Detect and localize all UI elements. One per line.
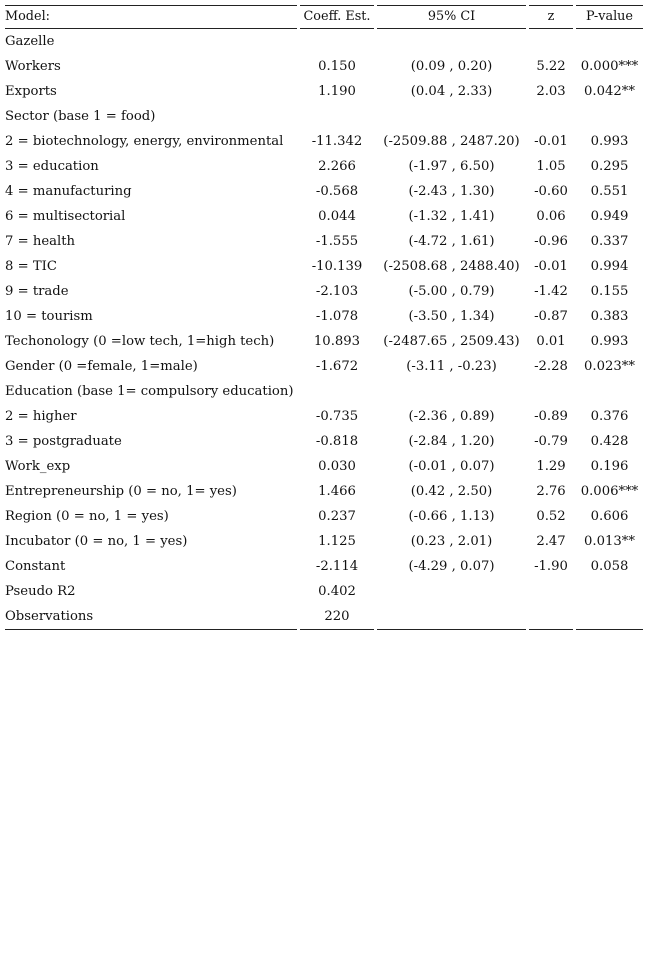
coefficient-cell: 220 bbox=[300, 604, 374, 630]
z-cell: 2.76 bbox=[536, 484, 566, 499]
coefficient-cell: 1.466 bbox=[318, 484, 356, 499]
table-row bbox=[5, 379, 643, 404]
z-cell: 5.22 bbox=[536, 59, 566, 74]
z-cell: -2.28 bbox=[534, 359, 568, 374]
row-label: Gender (0 =female, 1=male) bbox=[5, 359, 198, 374]
confidence-interval-cell: (-2.84 , 1.20) bbox=[408, 434, 495, 449]
z-cell: 2.47 bbox=[536, 534, 566, 549]
coefficient-cell: -1.555 bbox=[315, 234, 359, 249]
row-label: Gazelle bbox=[5, 34, 55, 49]
confidence-interval-cell bbox=[377, 29, 526, 54]
z-cell bbox=[529, 579, 573, 604]
coefficient-cell: -0.568 bbox=[315, 184, 359, 199]
p-value-cell bbox=[576, 579, 643, 604]
regression-results-table bbox=[2, 5, 646, 630]
confidence-interval-cell: (-3.11 , -0.23) bbox=[406, 359, 497, 374]
confidence-interval-cell: (-2508.68 , 2488.40) bbox=[383, 259, 520, 274]
row-label: 10 = tourism bbox=[5, 309, 93, 324]
row-label: 8 = TIC bbox=[5, 259, 57, 274]
coefficient-cell: 10.893 bbox=[313, 334, 361, 349]
row-label: Education (base 1= compulsory education) bbox=[5, 384, 294, 399]
header-coefficient: Coeff. Est. bbox=[300, 5, 374, 29]
p-value-cell bbox=[576, 379, 643, 404]
z-cell: -0.96 bbox=[534, 234, 568, 249]
row-label: Work_exp bbox=[5, 459, 71, 474]
table-row bbox=[5, 479, 643, 504]
confidence-interval-cell: (0.23 , 2.01) bbox=[410, 534, 493, 549]
z-cell: 0.01 bbox=[536, 334, 566, 349]
p-value-cell: 0.006*** bbox=[580, 484, 639, 499]
row-label: 2 = higher bbox=[5, 409, 77, 424]
row-label: 3 = postgraduate bbox=[5, 434, 122, 449]
header-model: Model: bbox=[5, 5, 297, 29]
coefficient-cell: -0.818 bbox=[315, 434, 359, 449]
confidence-interval-cell bbox=[377, 579, 526, 604]
p-value-cell: 0.155 bbox=[590, 284, 629, 299]
p-value-cell: 0.383 bbox=[590, 309, 629, 324]
p-value-cell: 0.295 bbox=[590, 159, 629, 174]
header-z: z bbox=[529, 5, 573, 29]
confidence-interval-cell bbox=[377, 604, 526, 630]
table-row bbox=[5, 504, 643, 529]
table-row bbox=[5, 329, 643, 354]
row-label: Observations bbox=[5, 604, 297, 630]
table-row bbox=[5, 404, 643, 429]
confidence-interval-cell: (-4.72 , 1.61) bbox=[408, 234, 495, 249]
row-label: 3 = education bbox=[5, 159, 99, 174]
table-row bbox=[5, 354, 643, 379]
p-value-cell bbox=[576, 104, 643, 129]
confidence-interval-cell bbox=[377, 379, 526, 404]
coefficient-cell: -0.735 bbox=[315, 409, 359, 424]
coefficient-cell: 1.190 bbox=[318, 84, 356, 99]
z-cell: 0.06 bbox=[536, 209, 566, 224]
z-cell bbox=[529, 379, 573, 404]
coefficient-cell: 0.044 bbox=[318, 209, 356, 224]
confidence-interval-cell: (0.04 , 2.33) bbox=[410, 84, 493, 99]
z-cell: -1.90 bbox=[534, 559, 568, 574]
p-value-cell: 0.000*** bbox=[580, 59, 639, 74]
coefficient-cell: 2.266 bbox=[318, 159, 356, 174]
coefficient-cell bbox=[300, 104, 374, 129]
coefficient-cell: -2.103 bbox=[315, 284, 359, 299]
confidence-interval-cell: (-1.32 , 1.41) bbox=[408, 209, 495, 224]
p-value-cell: 0.376 bbox=[590, 409, 629, 424]
z-cell: -0.01 bbox=[534, 134, 568, 149]
p-value-cell: 0.023** bbox=[584, 359, 635, 374]
coefficient-cell: -10.139 bbox=[311, 259, 363, 274]
table-row bbox=[5, 429, 643, 454]
table-row bbox=[5, 229, 643, 254]
p-value-cell bbox=[576, 604, 643, 630]
z-cell: -0.89 bbox=[534, 409, 568, 424]
table-row bbox=[5, 554, 643, 579]
z-cell bbox=[529, 604, 573, 630]
z-cell: -0.01 bbox=[534, 259, 568, 274]
z-cell bbox=[529, 104, 573, 129]
row-label: Constant bbox=[5, 559, 66, 574]
p-value-cell: 0.949 bbox=[590, 209, 629, 224]
row-label: 4 = manufacturing bbox=[5, 184, 132, 199]
header-confidence-interval: 95% CI bbox=[377, 5, 526, 29]
p-value-cell: 0.993 bbox=[590, 334, 629, 349]
p-value-cell: 0.551 bbox=[590, 184, 629, 199]
coefficient-cell: -1.672 bbox=[315, 359, 359, 374]
p-value-cell: 0.042** bbox=[584, 84, 635, 99]
table-row bbox=[5, 129, 643, 154]
row-label: Pseudo R2 bbox=[5, 584, 76, 599]
regression-table-container bbox=[5, 5, 643, 630]
coefficient-cell: -1.078 bbox=[315, 309, 359, 324]
z-cell: 1.05 bbox=[536, 159, 566, 174]
table-row bbox=[5, 579, 643, 604]
confidence-interval-cell: (-4.29 , 0.07) bbox=[408, 559, 495, 574]
table-row bbox=[5, 154, 643, 179]
coefficient-cell bbox=[300, 29, 374, 54]
coefficient-cell bbox=[300, 379, 374, 404]
table-row bbox=[5, 54, 643, 79]
table-row bbox=[5, 79, 643, 104]
row-label: Entrepreneurship (0 = no, 1= yes) bbox=[5, 484, 237, 499]
p-value-cell: 0.428 bbox=[590, 434, 629, 449]
confidence-interval-cell: (0.42 , 2.50) bbox=[410, 484, 493, 499]
confidence-interval-cell: (-1.97 , 6.50) bbox=[408, 159, 495, 174]
z-cell: -0.60 bbox=[534, 184, 568, 199]
table-row bbox=[5, 254, 643, 279]
header-p-value: P-value bbox=[576, 5, 643, 29]
row-label: Workers bbox=[5, 59, 61, 74]
z-cell bbox=[529, 29, 573, 54]
table-body bbox=[5, 29, 643, 630]
p-value-cell: 0.058 bbox=[590, 559, 629, 574]
coefficient-cell: 0.402 bbox=[318, 584, 356, 599]
confidence-interval-cell bbox=[377, 104, 526, 129]
row-label: 7 = health bbox=[5, 234, 75, 249]
table-row bbox=[5, 279, 643, 304]
p-value-cell: 0.013** bbox=[584, 534, 635, 549]
p-value-cell: 0.994 bbox=[590, 259, 629, 274]
table-row bbox=[5, 204, 643, 229]
coefficient-cell: 1.125 bbox=[318, 534, 356, 549]
z-cell: -0.87 bbox=[534, 309, 568, 324]
coefficient-cell: 0.030 bbox=[318, 459, 356, 474]
table-row bbox=[5, 29, 643, 54]
confidence-interval-cell: (-2.36 , 0.89) bbox=[408, 409, 495, 424]
row-label: Techonology (0 =low tech, 1=high tech) bbox=[5, 334, 275, 349]
coefficient-cell: -2.114 bbox=[315, 559, 359, 574]
table-header-row bbox=[5, 5, 643, 29]
p-value-cell bbox=[576, 29, 643, 54]
coefficient-cell: 0.150 bbox=[318, 59, 356, 74]
confidence-interval-cell: (-0.01 , 0.07) bbox=[408, 459, 495, 474]
p-value-cell: 0.993 bbox=[590, 134, 629, 149]
p-value-cell: 0.337 bbox=[590, 234, 629, 249]
table-row bbox=[5, 529, 643, 554]
row-label: Incubator (0 = no, 1 = yes) bbox=[5, 534, 188, 549]
row-label: 9 = trade bbox=[5, 284, 69, 299]
table-row bbox=[5, 304, 643, 329]
table-row bbox=[5, 179, 643, 204]
confidence-interval-cell: (-2509.88 , 2487.20) bbox=[383, 134, 520, 149]
z-cell: -0.79 bbox=[534, 434, 568, 449]
row-label: 6 = multisectorial bbox=[5, 209, 126, 224]
z-cell: 0.52 bbox=[536, 509, 566, 524]
confidence-interval-cell: (-0.66 , 1.13) bbox=[408, 509, 495, 524]
z-cell: 2.03 bbox=[536, 84, 566, 99]
confidence-interval-cell: (-2.43 , 1.30) bbox=[408, 184, 495, 199]
confidence-interval-cell: (0.09 , 0.20) bbox=[410, 59, 493, 74]
p-value-cell: 0.196 bbox=[590, 459, 629, 474]
table-row bbox=[5, 104, 643, 129]
confidence-interval-cell: (-3.50 , 1.34) bbox=[408, 309, 495, 324]
row-label: Region (0 = no, 1 = yes) bbox=[5, 509, 169, 524]
p-value-cell: 0.606 bbox=[590, 509, 629, 524]
z-cell: -1.42 bbox=[534, 284, 568, 299]
confidence-interval-cell: (-2487.65 , 2509.43) bbox=[383, 334, 520, 349]
table-row bbox=[5, 604, 643, 630]
row-label: Sector (base 1 = food) bbox=[5, 109, 156, 124]
z-cell: 1.29 bbox=[536, 459, 566, 474]
coefficient-cell: -11.342 bbox=[311, 134, 363, 149]
row-label: Exports bbox=[5, 84, 57, 99]
row-label: 2 = biotechnology, energy, environmental bbox=[5, 134, 284, 149]
coefficient-cell: 0.237 bbox=[318, 509, 356, 524]
confidence-interval-cell: (-5.00 , 0.79) bbox=[408, 284, 495, 299]
table-row bbox=[5, 454, 643, 479]
